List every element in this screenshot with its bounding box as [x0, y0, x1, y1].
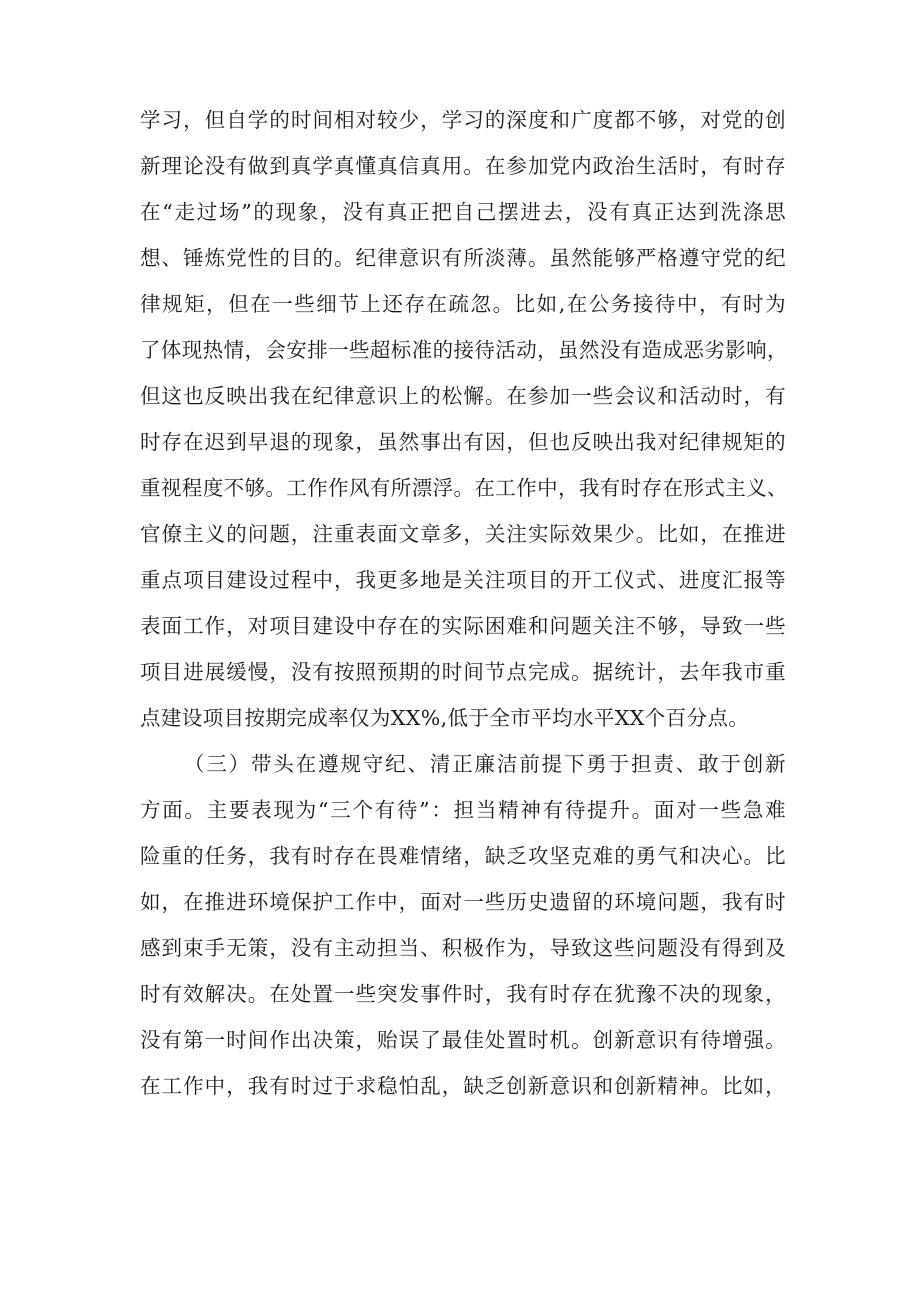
text-line: 新理论没有做到真学真懂真信真用。在参加党内政治生活时，有时存	[140, 154, 786, 178]
text-line: 感到束手无策，没有主动担当、积极作为，导致这些问题没有得到及	[140, 936, 786, 960]
text-line: 律规矩，但在一些细节上还存在疏忽。比如,在公务接待中，有时为	[140, 292, 786, 316]
text-line: 方面。主要表现为“三个有待”：担当精神有待提升。面对一些急难	[140, 798, 786, 822]
text-line: 点建设项目按期完成率仅为XX%,低于全市平均水平XX个百分点。	[140, 706, 750, 730]
text-line: 如，在推进环境保护工作中，面对一些历史遗留的环境问题，我有时	[140, 890, 786, 914]
section-heading-line: （三）带头在遵规守纪、清正廉洁前提下勇于担责、敢于创新	[184, 752, 786, 776]
text-line: 在“走过场”的现象，没有真正把自己摆进去，没有真正达到洗涤思	[140, 200, 786, 224]
text-line: 没有第一时间作出决策，贻误了最佳处置时机。创新意识有待增强。	[140, 1028, 786, 1052]
text-line: 学习，但自学的时间相对较少，学习的深度和广度都不够，对党的创	[140, 108, 786, 132]
text-line: 时存在迟到早退的现象，虽然事出有因，但也反映出我对纪律规矩的	[140, 430, 786, 454]
text-line: 在工作中，我有时过于求稳怕乱，缺乏创新意识和创新精神。比如，	[140, 1074, 786, 1098]
text-line: 想、锤炼党性的目的。纪律意识有所淡薄。虽然能够严格遵守党的纪	[140, 246, 786, 270]
text-line: 重视程度不够。工作作风有所漂浮。在工作中，我有时存在形式主义、	[140, 476, 788, 500]
text-line: 了体现热情，会安排一些超标准的接待活动，虽然没有造成恶劣影响，	[140, 338, 788, 362]
text-line: 官僚主义的问题，注重表面文章多，关注实际效果少。比如，在推进	[140, 522, 786, 546]
text-line: 项目进展缓慢，没有按照预期的时间节点完成。据统计，去年我市重	[140, 660, 786, 684]
text-line: 险重的任务，我有时存在畏难情绪，缺乏攻坚克难的勇气和决心。比	[140, 844, 786, 868]
text-line: 时有效解决。在处置一些突发事件时，我有时存在犹豫不决的现象，	[140, 982, 786, 1006]
text-line: 表面工作，对项目建设中存在的实际困难和问题关注不够，导致一些	[140, 614, 786, 638]
text-line: 重点项目建设过程中，我更多地是关注项目的开工仪式、进度汇报等	[140, 568, 786, 592]
document-body	[140, 97, 786, 1109]
text-line: 但这也反映出我在纪律意识上的松懈。在参加一些会议和活动时，有	[140, 384, 786, 408]
